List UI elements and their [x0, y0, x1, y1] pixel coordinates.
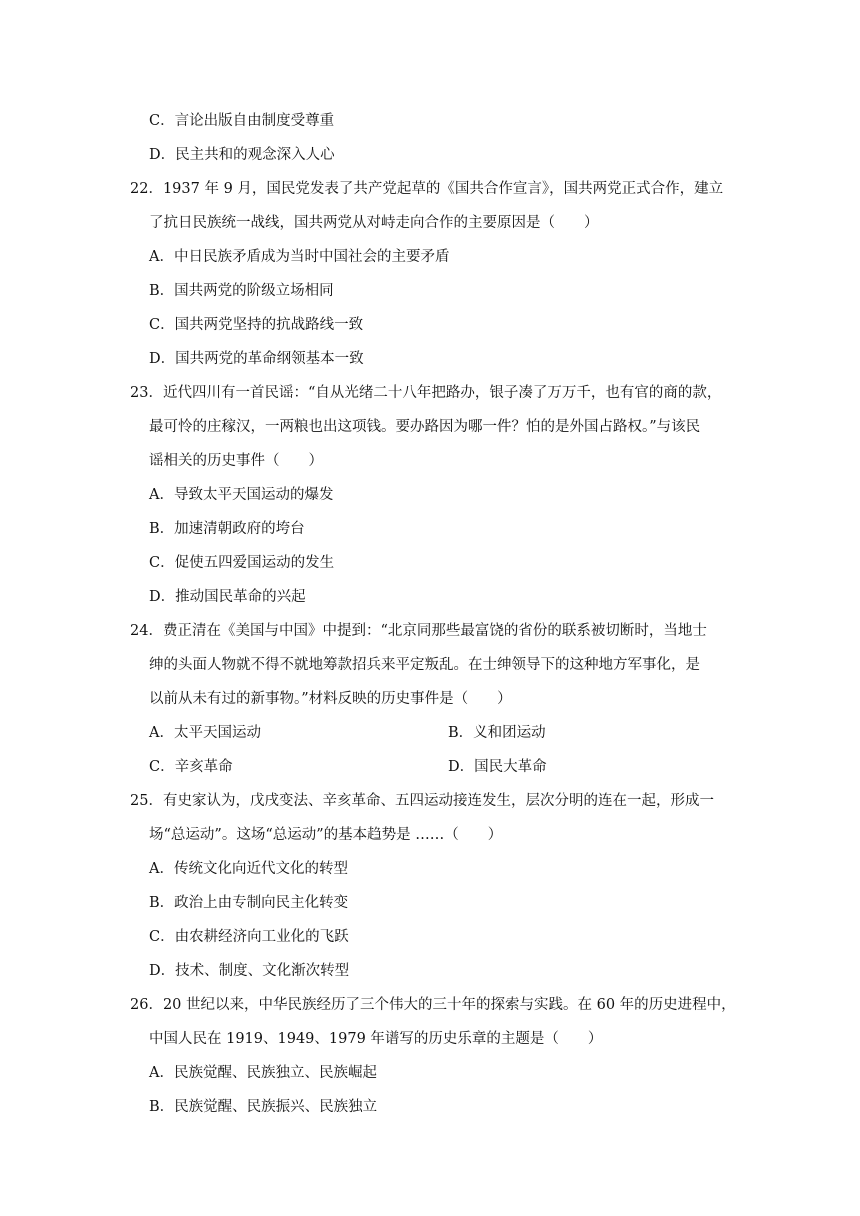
q21-option-c: C．言论出版自由制度受尊重 [149, 113, 335, 129]
q23-option-d: D．推动国民革命的兴起 [149, 589, 306, 605]
q24-stem-line-3: 以前从未有过的新事物。”材料反映的历史事件是（ ） [149, 691, 512, 707]
q24-stem-line-2: 绅的头面人物就不得不就地筹款招兵来平定叛乱。在士绅领导下的这种地方军事化，是 [149, 657, 700, 673]
q25-stem-line-2: 场“总运动”。这场“总运动”的基本趋势是 ……（ ） [149, 827, 503, 843]
q26-stem-line-1: 26．20 世纪以来，中华民族经历了三个伟大的三十年的探索与实践。在 60 年的历史进程中， [130, 997, 736, 1013]
q24-option-d: D．国民大革命 [448, 759, 547, 775]
q22-stem-line-1: 22．1937 年 9 月，国民党发表了共产党起草的《国共合作宣言》，国共两党正式合作，建立 [130, 181, 724, 197]
q25-option-c: C．由农耕经济向工业化的飞跃 [149, 929, 349, 945]
q23-stem-line-3: 谣相关的历史事件（ ） [149, 453, 323, 469]
q24-option-a: A．太平天国运动 [149, 725, 261, 741]
q23-stem-line-2: 最可怜的庄稼汉，一两粮也出这项钱。要办路因为哪一件？怕的是外国占路权。”与该民 [149, 419, 701, 435]
q22-option-b: B．国共两党的阶级立场相同 [149, 283, 334, 299]
q22-option-c: C．国共两党坚持的抗战路线一致 [149, 317, 364, 333]
q24-option-b: B．义和团运动 [448, 725, 546, 741]
q23-option-c: C．促使五四爱国运动的发生 [149, 555, 335, 571]
q26-stem-line-2: 中国人民在 1919、1949、1979 年谱写的历史乐章的主题是（ ） [149, 1031, 603, 1047]
q24-stem-line-1: 24．费正清在《美国与中国》中提到：“北京同那些最富饶的省份的联系被切断时，当地士 [130, 623, 707, 639]
q23-stem-line-1: 23．近代四川有一首民谣：“自从光绪二十八年把路办，银子凑了万万千，也有官的商的款， [130, 385, 722, 401]
q22-option-d: D．国共两党的革命纲领基本一致 [149, 351, 364, 367]
q26-option-b: B．民族觉醒、民族振兴、民族独立 [149, 1099, 378, 1115]
q25-option-a: A．传统文化向近代文化的转型 [149, 861, 348, 877]
q25-stem-line-1: 25．有史家认为，戊戌变法、辛亥革命、五四运动接连发生，层次分明的连在一起，形成一 [130, 793, 714, 809]
q23-option-a: A．导致太平天国运动的爆发 [149, 487, 334, 503]
q22-option-a: A．中日民族矛盾成为当时中国社会的主要矛盾 [149, 249, 450, 265]
q25-option-d: D．技术、制度、文化渐次转型 [149, 963, 350, 979]
q21-option-d: D．民主共和的观念深入人心 [149, 147, 335, 163]
q22-stem-line-2: 了抗日民族统一战线，国共两党从对峙走向合作的主要原因是（ ） [149, 215, 599, 231]
q25-option-b: B．政治上由专制向民主化转变 [149, 895, 349, 911]
q24-option-c: C．辛亥革命 [149, 759, 233, 775]
q26-option-a: A．民族觉醒、民族独立、民族崛起 [149, 1065, 377, 1081]
q23-option-b: B．加速清朝政府的垮台 [149, 521, 305, 537]
